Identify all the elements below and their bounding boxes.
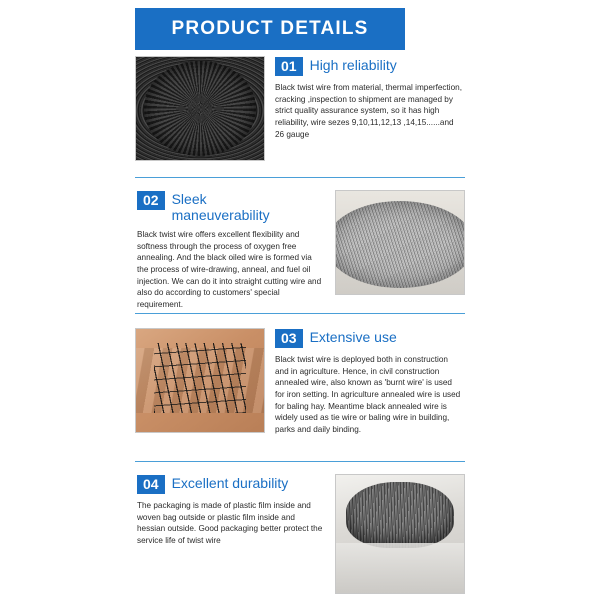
feature-section-02	[135, 190, 465, 311]
feature-number-badge: 02	[137, 191, 165, 210]
bright-wire-coil-photo	[335, 190, 465, 295]
feature-heading	[275, 328, 463, 348]
feature-body-text: Black twist wire offers excellent flexibility and softness through the process of oxygen free annealing. And the black oiled wire is formed via the process of wire-drawing, anneal, and fuel oil injection. We can do it into straight cutting wire and also do according to customers' special requirement.	[137, 230, 322, 310]
page-title: PRODUCT DETAILS	[171, 18, 369, 39]
feature-text-column	[265, 56, 465, 161]
feature-number-badge: 03	[275, 329, 303, 348]
feature-number-badge: 01	[275, 57, 303, 76]
feature-title: Excellent durability	[171, 475, 289, 491]
black-twist-wire-coil-photo	[135, 56, 265, 161]
feature-heading	[275, 56, 463, 76]
feature-row	[135, 190, 465, 311]
packaged-wire-bundle-photo	[335, 474, 465, 594]
feature-section-03	[135, 328, 465, 435]
coil-illustration	[336, 191, 464, 294]
feature-row	[135, 474, 465, 594]
feature-body-text: Black twist wire from material, thermal imperfection, cracking ,inspection to shipment are managed by strict quality assurance system, so it has high reliability, wire sezes 9,10,11,12,13 ,14,15......and 26 gauge	[275, 83, 462, 139]
feature-row	[135, 56, 465, 161]
feature-heading	[137, 474, 325, 494]
feature-section-01	[135, 56, 465, 161]
hand-holding-twist-wire-photo	[135, 328, 265, 433]
feature-number-badge: 04	[137, 475, 165, 494]
feature-title: Extensive use	[309, 329, 397, 345]
coil-illustration	[136, 57, 264, 160]
feature-text-column	[265, 328, 465, 435]
feature-row	[135, 328, 465, 435]
feature-text-column	[135, 474, 335, 594]
feature-section-04	[135, 474, 465, 594]
section-divider	[135, 461, 465, 462]
feature-text-column	[135, 190, 335, 311]
page-header-banner	[135, 8, 405, 50]
bundle-illustration	[336, 475, 464, 593]
feature-body-text: The packaging is made of plastic film inside and woven bag outside or plastic film inside and hessian outside. Good packaging better protect the service life of twist wire	[137, 501, 323, 545]
hand-illustration	[136, 329, 264, 432]
feature-title: Sleek maneuverability	[171, 191, 270, 224]
section-divider	[135, 313, 465, 314]
feature-heading	[137, 190, 325, 223]
feature-title: High reliability	[309, 57, 397, 73]
feature-body-text: Black twist wire is deployed both in construction and in agriculture. Hence, in civil construction annealed wire, also known as 'burnt wire' is used for iron setting. In agriculture annealed wire is used for baling hay. Meantime black annealed wire is widely used as tie wire or baling wire in building, parks and daily binding.	[275, 355, 461, 434]
section-divider	[135, 177, 465, 178]
